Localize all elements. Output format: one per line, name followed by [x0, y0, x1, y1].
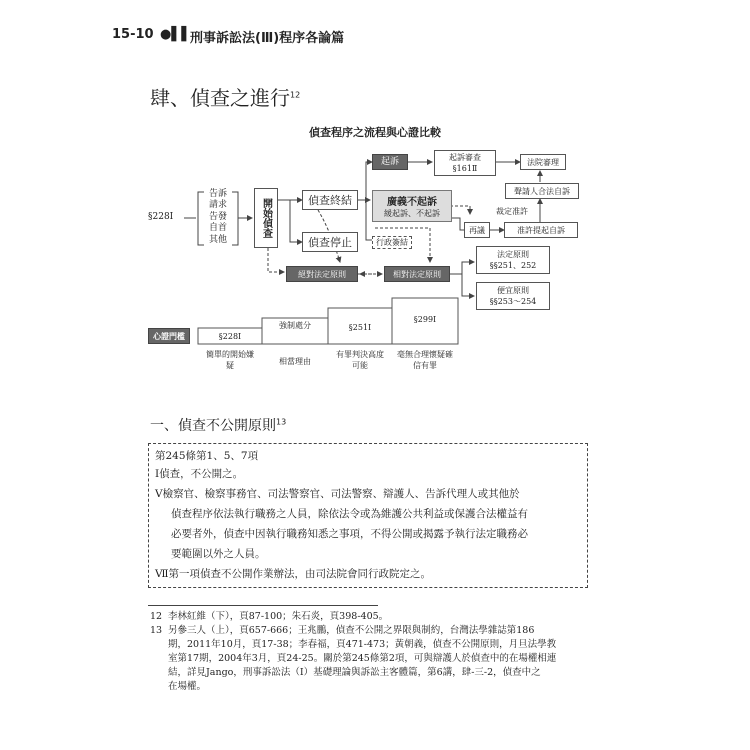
subsection-title: 一、偵查不公開原則$^{13}$ — [150, 417, 287, 434]
footnote-rule — [148, 605, 378, 606]
trigger-complaint: 告訴 — [208, 189, 227, 199]
statute-line: 偵查程序依法執行職務之人員，除依法令或為維護公共利益或保護合法權益有 — [171, 508, 528, 520]
stair-step-3: §251Ⅰ — [348, 323, 372, 332]
relative-legality-box: 相對法定原則 — [384, 266, 450, 282]
statute-heading: 第245條第1、5、7項 — [155, 450, 259, 462]
stair-caption-2: 相當理由 — [279, 357, 311, 366]
legality-principle-label: 法定原則 — [497, 250, 529, 259]
statute-line: Ⅰ偵查，不公開之。 — [155, 468, 244, 480]
footnote-text: 李林紅維（下），頁87-100；朱石炎，頁398-405。 — [168, 611, 389, 622]
legality-principle-ref: §§251、252 — [489, 261, 537, 270]
s228-label: §228Ⅰ — [148, 212, 174, 222]
prosecute-box: 起訴 — [372, 154, 408, 170]
conviction-threshold-label: 心證門檻 — [148, 328, 190, 344]
trigger-report: 告發 — [208, 211, 227, 222]
trigger-other: 其他 — [208, 234, 227, 245]
footnote-number: 12 — [150, 611, 163, 622]
footnote-ref: 13 — [276, 417, 287, 427]
statute-line: 要範圍以外之人員。 — [171, 548, 266, 560]
footnote-text: 結，詳見Jango，刑事訴訟法（Ⅰ）基礎理論與訴訟主客體篇，第6講，肆-三-2，偵查中之 — [168, 667, 541, 678]
stair-caption-3: 有罪判決高度可能 — [336, 350, 384, 370]
joinder-box: 聲請人合法自訴 — [505, 183, 579, 199]
no-prosecute-label: 廣義不起訴 — [387, 197, 437, 208]
stair-step-1: §228Ⅰ — [218, 332, 242, 341]
stair-step-4: §299Ⅰ — [413, 315, 437, 324]
book-title: 刑事訴訟法(Ⅲ)程序各論篇 — [190, 31, 345, 46]
footnote-text: 期，2011年10月，頁17-38；李春福，頁471-473；黃朝義，偵查不公開原則，月旦法學教 — [168, 639, 557, 650]
expedience-principle-ref: §§253～254 — [489, 297, 537, 306]
start-triggers — [204, 189, 232, 246]
no-prosecute-sub: 緩起訴、不起訴 — [384, 209, 440, 218]
end-investigation-box: 偵查終結 — [302, 190, 358, 210]
footnote-text: 室第17期，2004年3月，頁24-25。關於第245條第2項，可與辯護人於偵查中的在場權相連 — [168, 653, 557, 664]
prosecute-review-ref: §161Ⅱ — [452, 164, 478, 173]
statute-line: 必要者外，偵查中因執行職務知悉之事項，不得公開或揭露予執行法定職務必 — [171, 528, 528, 540]
footnote-number: 13 — [150, 625, 163, 636]
trigger-surrender: 自首 — [208, 223, 227, 234]
statute-line: Ⅶ第一項偵查不公開作業辦法，由司法院會同行政院定之。 — [155, 568, 432, 580]
absolute-legality-box: 絕對法定原則 — [286, 266, 358, 282]
start-investigation-box: 開始偵查 — [254, 188, 278, 248]
legality-principle-box — [476, 246, 550, 274]
prosecute-review-box — [434, 150, 496, 176]
prosecute-review-label: 起訴審查 — [449, 153, 481, 162]
trigger-request: 請求 — [208, 200, 227, 211]
section-title: 肆、偵查之進行$^{12}$ — [150, 86, 301, 110]
reconsider-box: 再議 — [464, 222, 490, 238]
expedience-principle-label: 便宜原則 — [497, 286, 529, 295]
allow-private-box: 准許提起自訴 — [504, 222, 578, 238]
diagram-title: 偵查程序之流程與心證比較 — [309, 126, 441, 139]
footnote-ref: 12 — [290, 90, 301, 100]
page-number: 15-10 — [112, 27, 154, 42]
footnote-text: 在場權。 — [168, 681, 207, 692]
court-trial-box: 法院審理 — [520, 154, 566, 170]
stop-investigation-box: 偵查停止 — [302, 232, 358, 252]
no-prosecute-box — [372, 190, 452, 222]
expedience-principle-box — [476, 282, 550, 310]
stair-step-2: 強制處分 — [279, 321, 311, 330]
admin-close-box: 行政簽結 — [372, 236, 412, 249]
statute-line: Ⅴ檢察官、檢察事務官、司法警察官、司法警察、辯護人、告訴代理人或其他於 — [155, 488, 520, 500]
stair-caption-4: 毫無合理懷疑確信有罪 — [397, 350, 453, 370]
footnote-text: 另參三人（上），頁657-666；王兆鵬，偵查不公開之界限與制約，台灣法學雜誌第186 — [168, 625, 535, 636]
header-marker-icon: ●▌▌ — [160, 27, 192, 42]
ruling-allow-label: 裁定准許 — [496, 207, 528, 216]
statute-box — [148, 443, 588, 588]
stair-caption-1: 簡單的開始嫌疑 — [206, 350, 254, 370]
